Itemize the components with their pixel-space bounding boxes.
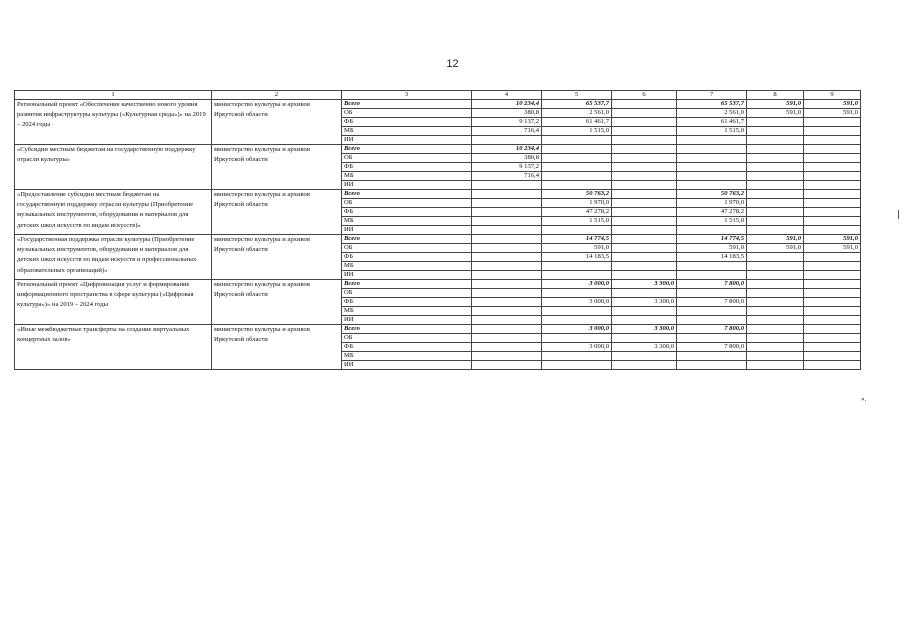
project-name-cell: «Государственная поддержка отрасли культуры (Приобретение музыкальных инструментов, оборудования и материалов для детских школ искусств по видам искусств и профессиональных образовательных организаций)» — [15, 235, 212, 280]
value-cell: 591,0 — [542, 244, 612, 253]
value-cell — [542, 145, 612, 154]
value-cell — [747, 298, 804, 307]
value-cell — [677, 145, 747, 154]
value-cell — [612, 127, 677, 136]
value-cell — [542, 307, 612, 316]
value-cell — [472, 208, 542, 217]
value-cell — [542, 262, 612, 271]
budget-table — [14, 90, 861, 370]
value-cell: 50 763,2 — [542, 190, 612, 199]
value-cell: 591,0 — [804, 100, 861, 109]
value-cell — [677, 289, 747, 298]
value-cell — [747, 262, 804, 271]
column-header: 3 — [342, 91, 472, 100]
value-cell: 14 183,5 — [542, 253, 612, 262]
value-cell — [472, 253, 542, 262]
value-cell: 47 278,2 — [677, 208, 747, 217]
value-cell — [472, 280, 542, 289]
funding-source-cell: ОБ — [342, 334, 472, 343]
value-cell — [472, 298, 542, 307]
value-cell — [747, 343, 804, 352]
value-cell — [747, 325, 804, 334]
value-cell — [542, 163, 612, 172]
value-cell: 50 763,2 — [677, 190, 747, 199]
funding-source-cell: ИИ — [342, 361, 472, 370]
value-cell — [804, 307, 861, 316]
executor-cell: министерство культуры и архивов Иркутской области — [212, 190, 342, 235]
column-header: 5 — [542, 91, 612, 100]
value-cell — [804, 271, 861, 280]
value-cell — [612, 199, 677, 208]
value-cell — [612, 226, 677, 235]
value-cell: 9 137,2 — [472, 163, 542, 172]
value-cell — [542, 334, 612, 343]
value-cell: 1 515,0 — [677, 127, 747, 136]
funding-source-cell: МБ — [342, 217, 472, 226]
value-cell — [747, 307, 804, 316]
value-cell — [612, 316, 677, 325]
value-cell — [542, 352, 612, 361]
executor-cell: министерство культуры и архивов Иркутской области — [212, 280, 342, 325]
value-cell — [677, 262, 747, 271]
column-header: 2 — [212, 91, 342, 100]
funding-source-cell: ИИ — [342, 181, 472, 190]
value-cell: 65 537,7 — [677, 100, 747, 109]
value-cell — [804, 172, 861, 181]
value-cell: 14 774,5 — [542, 235, 612, 244]
value-cell — [612, 361, 677, 370]
value-cell: 14 774,5 — [677, 235, 747, 244]
value-cell — [612, 154, 677, 163]
value-cell — [747, 208, 804, 217]
funding-source-cell: ФБ — [342, 163, 472, 172]
funding-source-cell: МБ — [342, 172, 472, 181]
value-cell — [612, 172, 677, 181]
value-cell: 1 515,0 — [677, 217, 747, 226]
value-cell — [804, 118, 861, 127]
table-row — [15, 280, 861, 289]
funding-source-cell: Всего — [342, 145, 472, 154]
end-mark: ». — [861, 395, 867, 403]
project-name-cell: Региональный проект «Обеспечение качественно нового уровня развития инфраструктуры культуры («Культурная среда»)» на 2019 – 2024 годы — [15, 100, 212, 145]
value-cell — [612, 208, 677, 217]
value-cell — [804, 334, 861, 343]
value-cell — [804, 208, 861, 217]
value-cell — [804, 316, 861, 325]
value-cell: 1 515,0 — [542, 217, 612, 226]
value-cell — [804, 136, 861, 145]
column-header: 7 — [677, 91, 747, 100]
value-cell — [472, 190, 542, 199]
column-number-row — [15, 91, 861, 100]
value-cell — [747, 154, 804, 163]
project-name-cell: «Субсидии местным бюджетам на государственную поддержку отрасли культуры» — [15, 145, 212, 190]
executor-cell: министерство культуры и архивов Иркутской области — [212, 235, 342, 280]
value-cell: 380,8 — [472, 109, 542, 118]
value-cell: 10 234,4 — [472, 100, 542, 109]
value-cell — [747, 217, 804, 226]
value-cell — [612, 352, 677, 361]
value-cell — [677, 136, 747, 145]
value-cell — [747, 289, 804, 298]
value-cell — [612, 307, 677, 316]
funding-source-cell: Всего — [342, 325, 472, 334]
margin-mark — [898, 210, 899, 219]
funding-source-cell: ФБ — [342, 298, 472, 307]
value-cell — [612, 100, 677, 109]
value-cell — [472, 343, 542, 352]
value-cell — [612, 271, 677, 280]
funding-source-cell: ОБ — [342, 109, 472, 118]
funding-source-cell: ИИ — [342, 226, 472, 235]
funding-source-cell: МБ — [342, 127, 472, 136]
value-cell — [542, 226, 612, 235]
value-cell — [747, 145, 804, 154]
value-cell — [747, 361, 804, 370]
value-cell: 61 461,7 — [677, 118, 747, 127]
value-cell: 591,0 — [804, 235, 861, 244]
value-cell — [612, 334, 677, 343]
value-cell: 7 800,0 — [677, 280, 747, 289]
value-cell — [472, 199, 542, 208]
value-cell — [804, 280, 861, 289]
value-cell — [542, 172, 612, 181]
value-cell — [612, 118, 677, 127]
value-cell — [542, 181, 612, 190]
value-cell — [612, 262, 677, 271]
value-cell — [612, 217, 677, 226]
value-cell: 9 137,2 — [472, 118, 542, 127]
value-cell — [472, 316, 542, 325]
value-cell — [472, 226, 542, 235]
value-cell — [747, 352, 804, 361]
value-cell — [804, 145, 861, 154]
value-cell — [472, 136, 542, 145]
value-cell — [472, 361, 542, 370]
table-row — [15, 100, 861, 109]
value-cell — [747, 118, 804, 127]
value-cell — [804, 325, 861, 334]
value-cell: 591,0 — [747, 100, 804, 109]
funding-source-cell: МБ — [342, 307, 472, 316]
value-cell — [804, 289, 861, 298]
funding-source-cell: ОБ — [342, 154, 472, 163]
table-row — [15, 235, 861, 244]
value-cell: 3 300,0 — [612, 298, 677, 307]
value-cell — [542, 136, 612, 145]
column-header: 4 — [472, 91, 542, 100]
table-body — [15, 100, 861, 370]
funding-source-cell: Всего — [342, 190, 472, 199]
table-row — [15, 145, 861, 154]
value-cell — [804, 199, 861, 208]
executor-cell: министерство культуры и архивов Иркутской области — [212, 325, 342, 370]
value-cell — [747, 316, 804, 325]
page-number: 12 — [446, 58, 459, 70]
value-cell — [472, 352, 542, 361]
value-cell — [472, 235, 542, 244]
executor-cell: министерство культуры и архивов Иркутской области — [212, 145, 342, 190]
value-cell — [542, 361, 612, 370]
value-cell — [612, 145, 677, 154]
value-cell: 3 000,0 — [542, 325, 612, 334]
value-cell — [542, 154, 612, 163]
value-cell — [747, 190, 804, 199]
value-cell — [804, 181, 861, 190]
value-cell — [747, 253, 804, 262]
value-cell — [747, 163, 804, 172]
value-cell: 7 800,0 — [677, 298, 747, 307]
project-name-cell: Региональный проект «Цифровизация услуг и формирование информационного пространства в сфере культуры («Цифровая культура»)» на 2019 – 2024 годы — [15, 280, 212, 325]
value-cell — [804, 253, 861, 262]
value-cell — [612, 253, 677, 262]
value-cell: 3 300,0 — [612, 325, 677, 334]
value-cell: 1 970,0 — [542, 199, 612, 208]
value-cell — [677, 334, 747, 343]
value-cell: 380,8 — [472, 154, 542, 163]
value-cell — [677, 172, 747, 181]
funding-source-cell: ИИ — [342, 316, 472, 325]
value-cell — [472, 244, 542, 253]
funding-source-cell: ФБ — [342, 118, 472, 127]
value-cell — [472, 262, 542, 271]
funding-source-cell: ОБ — [342, 289, 472, 298]
funding-source-cell: ИИ — [342, 136, 472, 145]
value-cell — [472, 181, 542, 190]
value-cell — [747, 334, 804, 343]
value-cell — [747, 199, 804, 208]
value-cell — [804, 352, 861, 361]
value-cell: 14 183,5 — [677, 253, 747, 262]
project-name-cell: «Иные межбюджетные трансферты на создание виртуальных концертных залов» — [15, 325, 212, 370]
value-cell — [677, 154, 747, 163]
project-name-cell: «Предоставление субсидии местным бюджетам на государственную поддержку отрасли культуры (Приобретение музыкальных инструментов, оборудования и материалов для детских школ искусств по видам искусств)» — [15, 190, 212, 235]
value-cell: 3 300,0 — [612, 280, 677, 289]
value-cell — [612, 244, 677, 253]
column-header: 1 — [15, 91, 212, 100]
value-cell — [677, 307, 747, 316]
value-cell: 591,0 — [804, 109, 861, 118]
value-cell — [677, 271, 747, 280]
value-cell — [804, 226, 861, 235]
value-cell: 3 000,0 — [542, 280, 612, 289]
funding-source-cell: ФБ — [342, 208, 472, 217]
column-header: 8 — [747, 91, 804, 100]
value-cell — [472, 289, 542, 298]
value-cell — [612, 289, 677, 298]
funding-source-cell: Всего — [342, 100, 472, 109]
funding-source-cell: МБ — [342, 262, 472, 271]
value-cell — [747, 181, 804, 190]
value-cell — [747, 172, 804, 181]
value-cell: 591,0 — [804, 244, 861, 253]
table-row — [15, 325, 861, 334]
value-cell — [472, 325, 542, 334]
column-header: 9 — [804, 91, 861, 100]
value-cell — [677, 352, 747, 361]
value-cell: 3 000,0 — [542, 298, 612, 307]
value-cell — [747, 127, 804, 136]
funding-source-cell: ОБ — [342, 199, 472, 208]
value-cell — [804, 127, 861, 136]
value-cell: 1 970,0 — [677, 199, 747, 208]
value-cell — [804, 190, 861, 199]
value-cell — [472, 307, 542, 316]
value-cell — [612, 163, 677, 172]
value-cell: 2 561,0 — [677, 109, 747, 118]
funding-source-cell: ОБ — [342, 244, 472, 253]
value-cell — [677, 181, 747, 190]
value-cell: 591,0 — [747, 109, 804, 118]
value-cell: 7 800,0 — [677, 325, 747, 334]
value-cell: 3 000,0 — [542, 343, 612, 352]
value-cell: 10 234,4 — [472, 145, 542, 154]
value-cell — [472, 271, 542, 280]
value-cell — [804, 217, 861, 226]
value-cell — [804, 343, 861, 352]
value-cell — [747, 136, 804, 145]
value-cell: 7 800,0 — [677, 343, 747, 352]
value-cell — [747, 226, 804, 235]
value-cell — [677, 361, 747, 370]
value-cell: 716,4 — [472, 172, 542, 181]
value-cell — [677, 226, 747, 235]
value-cell: 1 515,0 — [542, 127, 612, 136]
value-cell — [612, 190, 677, 199]
value-cell — [612, 136, 677, 145]
value-cell — [804, 298, 861, 307]
value-cell — [677, 316, 747, 325]
value-cell — [472, 334, 542, 343]
value-cell — [747, 280, 804, 289]
funding-source-cell: Всего — [342, 280, 472, 289]
value-cell: 3 300,0 — [612, 343, 677, 352]
funding-source-cell: ФБ — [342, 253, 472, 262]
funding-source-cell: ИИ — [342, 271, 472, 280]
funding-source-cell: МБ — [342, 352, 472, 361]
value-cell: 591,0 — [677, 244, 747, 253]
value-cell — [804, 154, 861, 163]
value-cell — [804, 361, 861, 370]
value-cell: 65 537,7 — [542, 100, 612, 109]
value-cell: 591,0 — [747, 235, 804, 244]
value-cell: 716,4 — [472, 127, 542, 136]
funding-source-cell: ФБ — [342, 343, 472, 352]
value-cell — [612, 109, 677, 118]
funding-source-cell: Всего — [342, 235, 472, 244]
value-cell — [542, 271, 612, 280]
value-cell — [747, 271, 804, 280]
value-cell — [612, 235, 677, 244]
column-header: 6 — [612, 91, 677, 100]
value-cell: 591,0 — [747, 244, 804, 253]
executor-cell: министерство культуры и архивов Иркутской области — [212, 100, 342, 145]
value-cell: 47 278,2 — [542, 208, 612, 217]
value-cell — [542, 289, 612, 298]
value-cell: 2 561,0 — [542, 109, 612, 118]
value-cell — [804, 163, 861, 172]
value-cell — [677, 163, 747, 172]
value-cell: 61 461,7 — [542, 118, 612, 127]
value-cell — [804, 262, 861, 271]
value-cell — [612, 181, 677, 190]
table-row — [15, 190, 861, 199]
value-cell — [542, 316, 612, 325]
value-cell — [472, 217, 542, 226]
